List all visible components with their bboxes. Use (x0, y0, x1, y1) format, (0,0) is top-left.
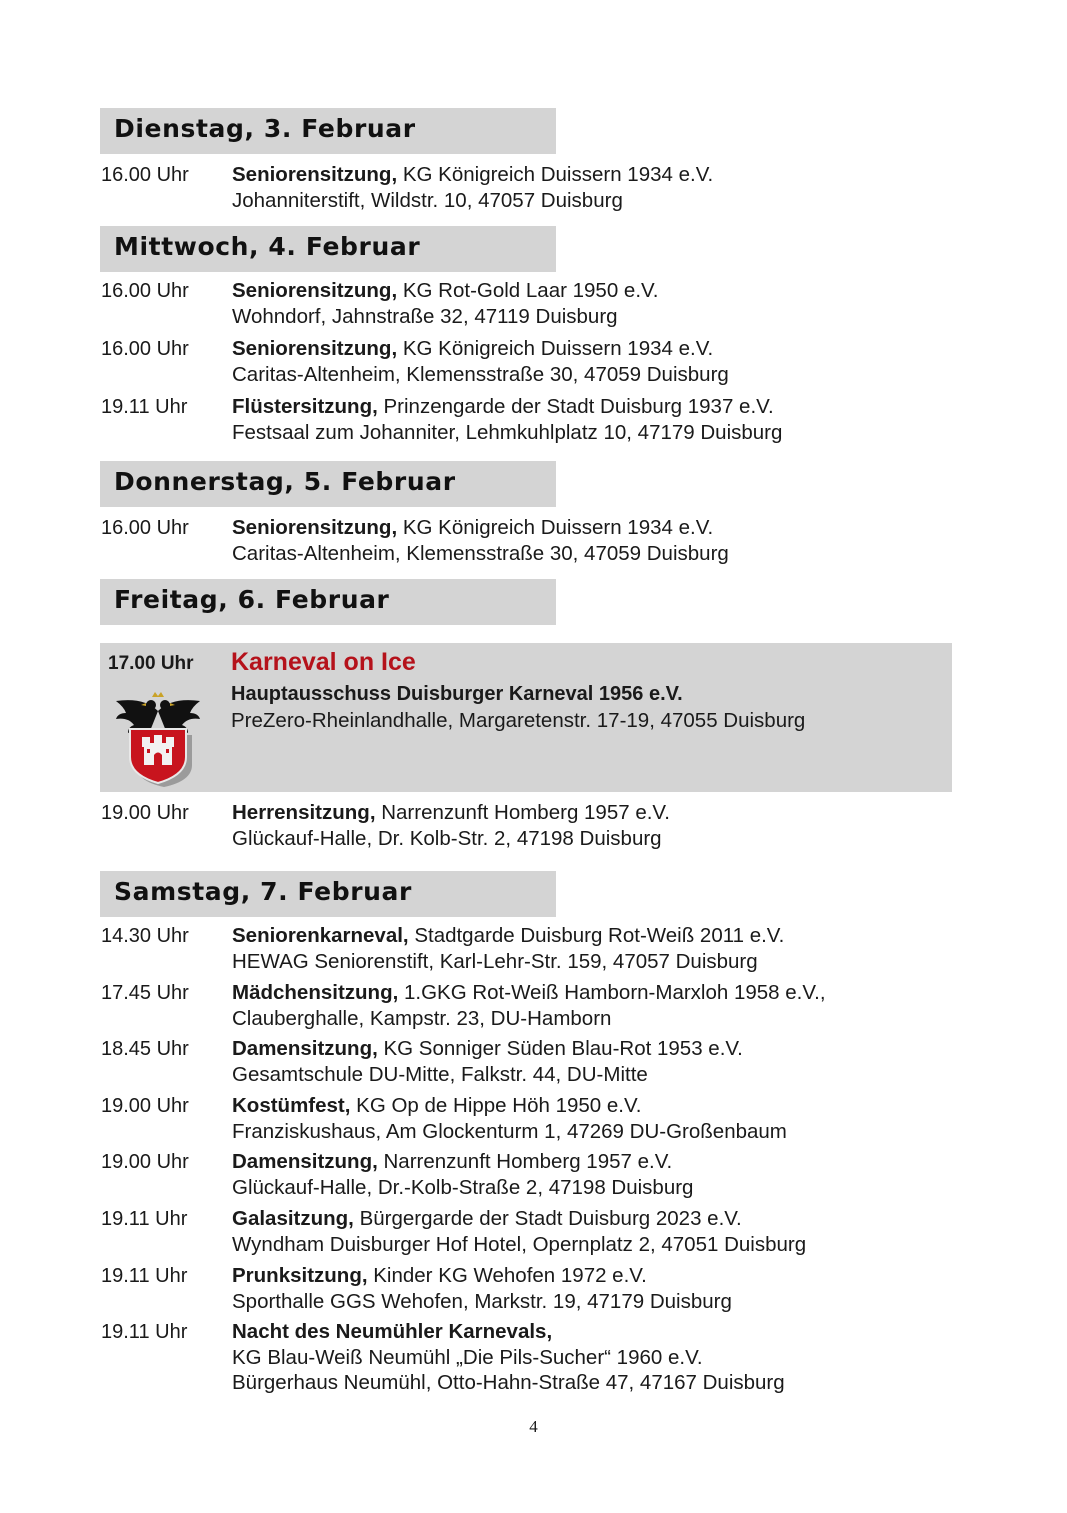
event-type: Seniorensitzung, (232, 163, 398, 186)
event-title-line (232, 1319, 552, 1345)
day-title: Mittwoch, 4. Februar (114, 232, 421, 261)
event-time: 16.00 Uhr (101, 164, 189, 186)
day-title: Samstag, 7. Februar (114, 877, 412, 906)
event-title-line (232, 1149, 672, 1175)
event-time: 19.11 Uhr (101, 1208, 188, 1230)
day-title: Freitag, 6. Februar (114, 585, 390, 614)
event-venue: Franziskushaus, Am Glockenturm 1, 47269 DU-Großenbaum (232, 1120, 787, 1143)
event-time: 19.00 Uhr (101, 1095, 189, 1117)
event-title-line (232, 1093, 641, 1119)
event-title-line (232, 1206, 742, 1232)
day-header (100, 226, 556, 272)
event-venue: Caritas-Altenheim, Klemensstraße 30, 47059 Duisburg (232, 363, 729, 386)
featured-event-organizer: Hauptausschuss Duisburger Karneval 1956 e.V. (231, 683, 683, 705)
event-host: Prinzengarde der Stadt Duisburg 1937 e.V. (377, 395, 774, 418)
event-venue: Clauberghalle, Kampstr. 23, DU-Hamborn (232, 1007, 612, 1030)
event-title-line (232, 336, 713, 362)
event-type: Seniorensitzung, (232, 337, 398, 360)
event-time: 19.11 Uhr (101, 1265, 188, 1287)
event-type: Kostümfest, (232, 1094, 351, 1117)
event-time: 19.11 Uhr (101, 1321, 188, 1343)
event-title-line (232, 515, 713, 541)
event-venue: Glückauf-Halle, Dr. Kolb-Str. 2, 47198 Duisburg (232, 827, 662, 850)
event-time: 14.30 Uhr (101, 925, 189, 947)
day-header (100, 871, 556, 917)
event-host: KG Königreich Duissern 1934 e.V. (397, 516, 714, 539)
event-type: Damensitzung, (232, 1037, 378, 1060)
event-type: Prunksitzung, (232, 1264, 368, 1287)
event-title-line (232, 394, 774, 420)
day-title: Dienstag, 3. Februar (114, 114, 416, 143)
event-time: 16.00 Uhr (101, 338, 189, 360)
duisburg-coat-of-arms-icon (114, 691, 202, 787)
event-venue: Caritas-Altenheim, Klemensstraße 30, 47059 Duisburg (232, 542, 729, 565)
event-time: 16.00 Uhr (101, 280, 189, 302)
day-header (100, 461, 556, 507)
event-title-line (232, 162, 713, 188)
event-venue: Wyndham Duisburger Hof Hotel, Opernplatz 2, 47051 Duisburg (232, 1233, 807, 1256)
day-header (100, 579, 556, 625)
event-venue: Glückauf-Halle, Dr.-Kolb-Straße 2, 47198 Duisburg (232, 1176, 694, 1199)
event-host: 1.GKG Rot-Weiß Hamborn-Marxloh 1958 e.V., (398, 981, 826, 1004)
event-host: KG Königreich Duissern 1934 e.V. (397, 163, 714, 186)
event-host: KG Königreich Duissern 1934 e.V. (397, 337, 714, 360)
event-venue: Festsaal zum Johanniter, Lehmkuhlplatz 10, 47179 Duisburg (232, 421, 783, 444)
event-type: Seniorensitzung, (232, 279, 398, 302)
event-host: KG Sonniger Süden Blau-Rot 1953 e.V. (377, 1037, 743, 1060)
event-time: 19.00 Uhr (101, 802, 189, 824)
event-type: Galasitzung, (232, 1207, 354, 1230)
event-time: 19.00 Uhr (101, 1151, 189, 1173)
event-host: Stadtgarde Duisburg Rot-Weiß 2011 e.V. (408, 924, 785, 947)
event-title-line (232, 800, 670, 826)
event-venue: Sporthalle GGS Wehofen, Markstr. 19, 47179 Duisburg (232, 1290, 732, 1313)
event-host: KG Op de Hippe Höh 1950 e.V. (350, 1094, 642, 1117)
event-type: Seniorenkarneval, (232, 924, 409, 947)
event-host: Narrenzunft Homberg 1957 e.V. (377, 1150, 673, 1173)
event-host: KG Rot-Gold Laar 1950 e.V. (397, 279, 659, 302)
event-title-line (232, 1036, 743, 1062)
event-host: Bürgergarde der Stadt Duisburg 2023 e.V. (353, 1207, 742, 1230)
event-venue: Wohndorf, Jahnstraße 32, 47119 Duisburg (232, 305, 618, 328)
event-venue: Gesamtschule DU-Mitte, Falkstr. 44, DU-Mitte (232, 1063, 648, 1086)
event-title-line (232, 278, 659, 304)
event-time: 18.45 Uhr (101, 1038, 189, 1060)
featured-event-venue: PreZero-Rheinlandhalle, Margaretenstr. 17-19, 47055 Duisburg (231, 709, 806, 732)
event-time: 16.00 Uhr (101, 517, 189, 539)
event-type: Nacht des Neumühler Karnevals, (232, 1320, 553, 1343)
event-host: KG Blau-Weiß Neumühl „Die Pils-Sucher“ 1960 e.V. (232, 1346, 703, 1369)
event-host: Kinder KG Wehofen 1972 e.V. (367, 1264, 647, 1287)
event-title-line (232, 1263, 647, 1289)
event-type: Herrensitzung, (232, 801, 376, 824)
featured-event-title: Karneval on Ice (231, 648, 416, 676)
event-venue: Johanniterstift, Wildstr. 10, 47057 Duisburg (232, 189, 623, 212)
page-number: 4 (529, 1417, 538, 1436)
event-title-line (232, 980, 826, 1006)
event-host: Narrenzunft Homberg 1957 e.V. (375, 801, 670, 824)
event-time: 19.11 Uhr (101, 396, 188, 418)
event-type: Mädchensitzung, (232, 981, 399, 1004)
event-type: Damensitzung, (232, 1150, 378, 1173)
event-time: 17.45 Uhr (101, 982, 189, 1004)
event-venue: HEWAG Seniorenstift, Karl-Lehr-Str. 159, 47057 Duisburg (232, 950, 758, 973)
event-title-line (232, 923, 784, 949)
event-type: Flüstersitzung, (232, 395, 378, 418)
day-header (100, 108, 556, 154)
featured-event-time: 17.00 Uhr (108, 653, 194, 674)
event-venue: Bürgerhaus Neumühl, Otto-Hahn-Straße 47, 47167 Duisburg (232, 1371, 785, 1394)
featured-event-box (100, 643, 952, 792)
event-type: Seniorensitzung, (232, 516, 398, 539)
day-title: Donnerstag, 5. Februar (114, 467, 456, 496)
